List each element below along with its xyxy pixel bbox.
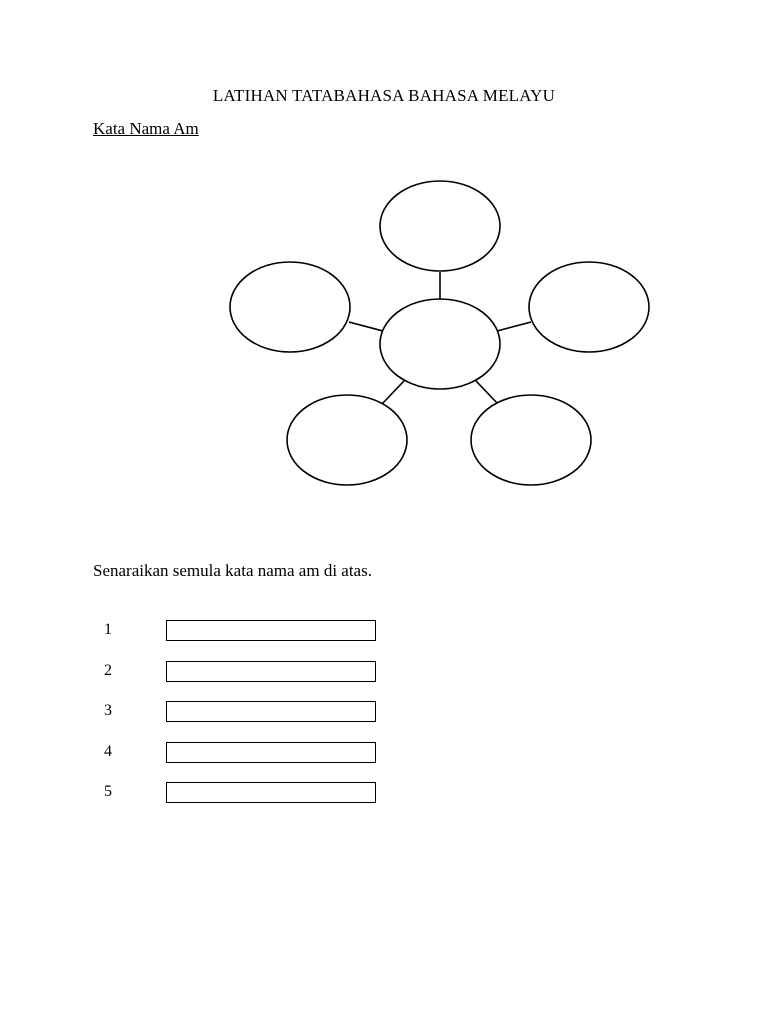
answer-number: 5 (104, 783, 112, 800)
bubble-bottom-left[interactable] (287, 395, 407, 485)
answer-box[interactable] (166, 782, 376, 803)
answer-number: 4 (104, 743, 112, 760)
answer-box[interactable] (166, 701, 376, 722)
answer-number: 1 (104, 621, 112, 638)
page-title: LATIHAN TATABAHASA BAHASA MELAYU (212, 86, 556, 105)
bubble-left[interactable] (230, 262, 350, 352)
connector-bottom-right (476, 381, 498, 404)
answer-row (0, 782, 768, 804)
connector-left (349, 322, 383, 331)
section-heading: Kata Nama Am (93, 119, 199, 138)
answer-row (0, 742, 768, 764)
instruction-text: Senaraikan semula kata nama am di atas. (93, 561, 372, 580)
connector-right (497, 322, 531, 331)
answer-number: 3 (104, 702, 112, 719)
answer-number: 2 (104, 662, 112, 679)
answer-box[interactable] (166, 620, 376, 641)
bubble-top[interactable] (380, 181, 500, 271)
answer-row (0, 620, 768, 642)
bubble-center[interactable] (380, 299, 500, 389)
answer-box[interactable] (166, 742, 376, 763)
bubble-right[interactable] (529, 262, 649, 352)
answer-box[interactable] (166, 661, 376, 682)
connector-bottom-left (382, 381, 404, 404)
bubble-bottom-right[interactable] (471, 395, 591, 485)
answer-row (0, 701, 768, 723)
answer-row (0, 661, 768, 683)
